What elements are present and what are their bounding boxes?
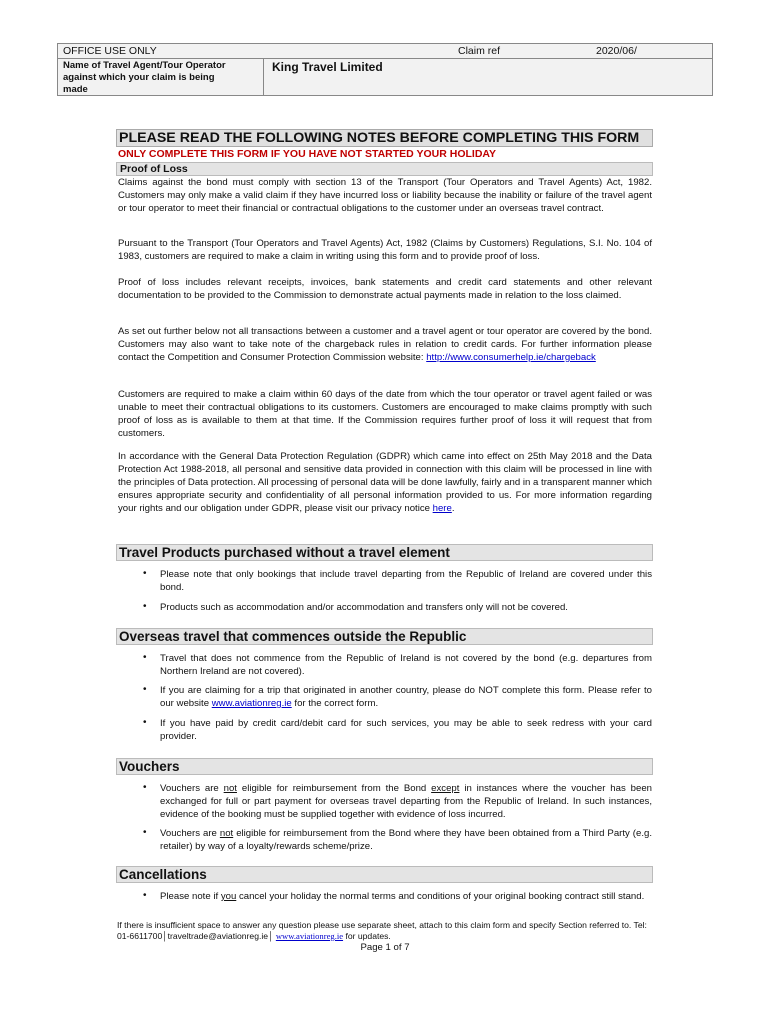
claim-ref-value[interactable]: 2020/06/ [596, 45, 637, 57]
cancel-b1-a: Please note if [160, 891, 219, 902]
bullet-icon: • [143, 717, 147, 728]
cancel-b1-you: you [220, 891, 237, 902]
agent-label: Name of Travel Agent/Tour Operator against which your claim is being made [63, 60, 226, 95]
bullet-icon: • [143, 652, 147, 663]
gdpr-paragraph [118, 451, 652, 516]
gdpr-end: . [451, 502, 455, 514]
aviationreg-link[interactable]: www.aviationreg.ie [211, 698, 292, 709]
cancellations-heading: Cancellations [116, 866, 653, 883]
travel-products-bullet-1: Please note that only bookings that include travel departing from the Republic of Ireland are covered under this bond. [160, 569, 652, 593]
overseas-bullet-3: If you have paid by credit card/debit card for such services, you may be able to seek redress with your card provider. [160, 718, 652, 742]
proof-paragraph-4-text: As set out further below not all transactions between a customer and a travel agent or tour operator are covered by the bond. Customers may also want to take note of the chargeback rules in relation to credit cards. For further information please contact the Competition and Consumer Protection Commission website: [118, 326, 652, 363]
cancel-b1-b: cancel your holiday the normal terms and conditions of your original booking contract still stand. [238, 891, 645, 902]
vouchers-b1-c: in instances where the voucher has been exchanged for full or part payment for overseas travel departing from the Republic of Ireland. In such instances, evidence of the booking must be supplied together with evidence of loss incurred. [160, 783, 652, 820]
holiday-warning: ONLY COMPLETE THIS FORM IF YOU HAVE NOT STARTED YOUR HOLIDAY [118, 148, 497, 160]
bullet-icon: • [143, 684, 147, 695]
vouchers-bullet-2 [160, 827, 652, 853]
bullet-icon: • [143, 601, 147, 612]
bullet-icon: • [143, 568, 147, 579]
vouchers-b1-except: except [431, 783, 460, 794]
vouchers-b2-a: Vouchers are [160, 828, 217, 839]
footer-website-link[interactable]: www.aviationreg.ie [275, 931, 344, 941]
overseas-bullet-2-end: for the correct form. [294, 698, 379, 709]
office-box-divider [263, 58, 264, 95]
proof-paragraph-3: Proof of loss includes relevant receipts, invoices, bank statements and credit card statements and other relevant documentation to be provided to the Commission to demonstrate actual payments made in relation to the loss claimed. [118, 277, 652, 301]
cancellations-bullet-1 [160, 890, 652, 903]
vouchers-bullet-1 [160, 782, 652, 821]
proof-paragraph-1: Claims against the bond must comply with section 13 of the Transport (Tour Operators and Travel Agents) Act, 1982. Customers may only make a valid claim if they have incurred loss or liability because the inability or failure of the travel agent or tour operator to meet their financial or contractual obligations to the customer under an overseas travel contract. [118, 177, 652, 214]
bullet-icon: • [143, 782, 147, 793]
proof-paragraph-4 [118, 326, 652, 365]
overseas-bullet-2-text: If you are claiming for a trip that originated in another country, please do NOT complete this form. Please refer to our website [160, 685, 652, 709]
proof-paragraph-2: Pursuant to the Transport (Tour Operators and Travel Agents) Act, 1982 (Claims by Customers) Regulations, S.I. No. 104 of 1983, customers are required to make a claim in writing using this form and to provide proof of loss. [118, 238, 652, 262]
vouchers-heading: Vouchers [116, 758, 653, 775]
gdpr-text: In accordance with the General Data Protection Regulation (GDPR) which came into effect on 25th May 2018 and the Data Protection Act 1988-2018, all personal and sensitive data provided in connection with this claim will be processed in line with the principles of Data protection. All processing of personal data will be done lawfully, fairly and in a transparent manner which ensures appropriate security and confidentiality of all personal information provided to us. For more information regarding your rights and our obligation under GDPR, please visit our privacy notice [118, 451, 652, 514]
vouchers-b2-not: not [219, 828, 234, 839]
overseas-bullet-1: Travel that does not commence from the Republic of Ireland is not covered by the bond (e.g. departures from Northern Ireland are not covered). [160, 653, 652, 677]
bullet-icon: • [143, 890, 147, 901]
page-title: PLEASE READ THE FOLLOWING NOTES BEFORE COMPLETING THIS FORM [116, 129, 653, 147]
vouchers-b2-b: eligible for reimbursement from the Bond where they have been obtained from a Third Party (e.g. retailer) by way of a loyalty/rewards scheme/prize. [160, 828, 652, 852]
office-use-label: OFFICE USE ONLY [63, 45, 157, 57]
vouchers-b1-not: not [223, 783, 237, 794]
claim-ref-label: Claim ref [458, 45, 501, 57]
privacy-notice-link[interactable]: here [432, 502, 452, 514]
agent-name-field[interactable]: King Travel Limited [272, 60, 383, 74]
vouchers-b1-b: eligible for reimbursement from the Bond [241, 783, 427, 794]
overseas-heading: Overseas travel that commences outside the Republic [116, 628, 653, 645]
footer-note-text: If there is insufficient space to answer any question please use separate sheet, attach to this claim form and specify Section referred to. Tel: 01-6611700│traveltrade@aviationreg.ie│ [117, 920, 647, 941]
overseas-bullet-2 [160, 684, 652, 710]
travel-products-heading: Travel Products purchased without a travel element [116, 544, 653, 561]
page-number: Page 1 of 7 [360, 942, 410, 953]
vouchers-b1-a: Vouchers are [160, 783, 219, 794]
footer-note [117, 920, 657, 942]
chargeback-link[interactable]: http://www.consumerhelp.ie/chargeback [426, 351, 596, 363]
office-use-header-row [58, 44, 712, 59]
proof-of-loss-heading: Proof of Loss [116, 162, 653, 176]
footer-note-end: for updates. [345, 931, 391, 941]
bullet-icon: • [143, 827, 147, 838]
office-use-box [57, 43, 713, 96]
travel-products-bullet-2: Products such as accommodation and/or accommodation and transfers only will not be covered. [160, 602, 568, 613]
proof-paragraph-5: Customers are required to make a claim within 60 days of the date from which the tour operator or travel agent failed or was unable to meet their contractual obligations to its customers. Customers are encouraged to make claims promptly with such proof of loss as is available to them at that time. If the Commission requires further proof of loss it will request that from customers. [118, 389, 652, 439]
